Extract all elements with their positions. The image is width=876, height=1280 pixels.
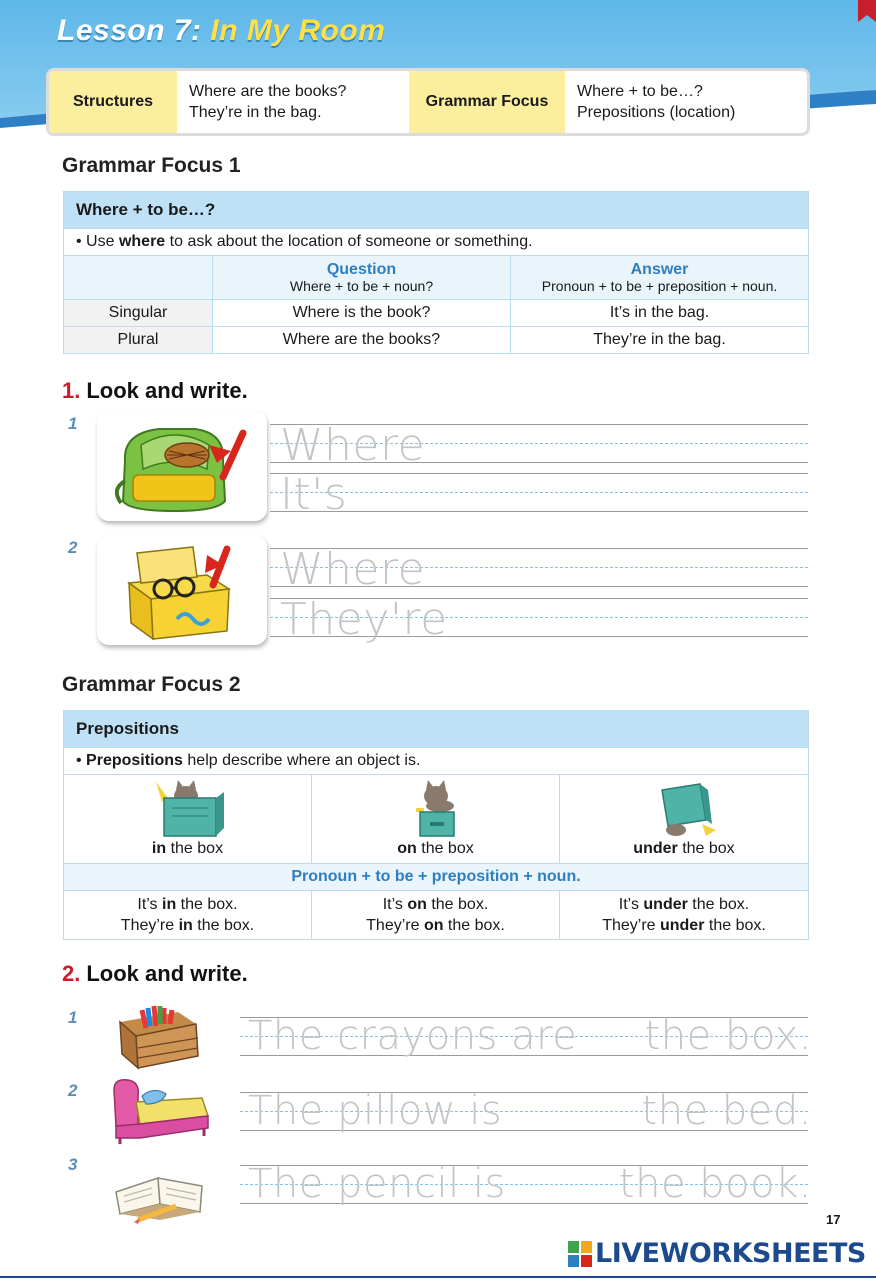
page-number: 17	[826, 1212, 841, 1227]
yellow-box-icon	[97, 535, 267, 645]
example-cell: It’s under the box. They’re under the box.	[560, 891, 809, 940]
title-topic: In My Room	[210, 14, 386, 47]
item-number: 2	[68, 1081, 78, 1100]
cat-in-box-icon	[148, 778, 228, 840]
grammar-focus-2-heading: Grammar Focus 2	[62, 673, 241, 696]
item-number: 1	[68, 414, 78, 433]
liveworksheets-logo-text: LIVEWORKSHEETS	[595, 1238, 866, 1269]
structures-line-2: They’re in the bag.	[189, 104, 322, 121]
page-title	[57, 14, 385, 48]
exercise-1-heading: 1. Look and write.	[62, 378, 248, 403]
cat-under-box-icon	[644, 778, 724, 840]
crayon-crate-icon	[112, 998, 204, 1070]
writing-line	[270, 544, 808, 595]
preposition-label: in the box	[151, 840, 224, 857]
trace-sentence-end: the box.	[644, 1013, 812, 1059]
bookmark-ribbon-icon	[858, 0, 876, 22]
bottom-rule	[0, 1276, 876, 1278]
trace-sentence-start: The pencil is	[248, 1161, 506, 1207]
table-row	[64, 300, 809, 327]
question-column-header: Question Where + to be + noun?	[213, 256, 511, 300]
trace-sentence-end: the bed.	[641, 1088, 812, 1134]
structures-line-1: Where are the books?	[189, 83, 347, 100]
exercise-2-heading: 2. Look and write.	[62, 961, 248, 986]
table-note: • Prepositions help describe where an object is.	[64, 748, 809, 775]
structures-label: Structures	[49, 71, 177, 133]
table-note: • Use where to ask about the location of someone or something.	[64, 229, 809, 256]
question-cell: Where is the book?	[213, 300, 511, 327]
trace-sentence-start: The pillow is	[248, 1088, 503, 1134]
grammar-focus-1-heading: Grammar Focus 1	[62, 154, 241, 177]
grammar-focus-1-table	[63, 191, 809, 354]
grammar-focus-line-2: Prepositions (location)	[577, 104, 736, 121]
school-bag-picture	[97, 411, 267, 521]
writing-line	[270, 469, 808, 520]
school-bag-icon	[97, 411, 267, 521]
preposition-on-cell	[312, 775, 560, 864]
answer-cell: It’s in the bag.	[511, 300, 809, 327]
row-label: Plural	[64, 327, 213, 354]
table-title: Where + to be…?	[64, 192, 809, 229]
grammar-focus-text	[565, 71, 807, 133]
table-title: Prepositions	[64, 711, 809, 748]
writing-line	[240, 1088, 812, 1134]
trace-word: Where	[280, 420, 426, 471]
item-number: 2	[68, 538, 78, 557]
writing-line	[240, 1013, 812, 1059]
empty-header-cell	[64, 256, 213, 300]
cat-on-box-icon	[396, 778, 476, 840]
liveworksheets-logo[interactable]	[568, 1238, 866, 1269]
row-label: Singular	[64, 300, 213, 327]
grammar-focus-line-1: Where + to be…?	[577, 83, 703, 100]
title-lesson: Lesson 7:	[57, 14, 211, 47]
formula-row: Pronoun + to be + preposition + noun.	[64, 864, 809, 891]
trace-word: Where	[280, 544, 426, 595]
structures-box	[46, 68, 810, 136]
structures-text	[177, 71, 409, 133]
liveworksheets-logo-icon	[568, 1241, 592, 1267]
table-row	[64, 327, 809, 354]
item-number: 3	[68, 1155, 78, 1174]
answer-column-header: Answer Pronoun + to be + preposition + noun.	[511, 256, 809, 300]
bed-icon	[110, 1076, 212, 1146]
example-cell: It’s in the box. They’re in the box.	[64, 891, 312, 940]
preposition-label: on the box	[397, 840, 474, 857]
trace-word: They're	[280, 594, 448, 645]
yellow-box-picture	[97, 535, 267, 645]
trace-sentence-end: the book.	[618, 1161, 812, 1207]
trace-sentence-start: The crayons are	[248, 1013, 578, 1059]
writing-line	[240, 1161, 812, 1207]
answer-cell: They’re in the bag.	[511, 327, 809, 354]
question-cell: Where are the books?	[213, 327, 511, 354]
preposition-under-cell	[560, 775, 809, 864]
preposition-in-cell	[64, 775, 312, 864]
trace-word: It's	[280, 469, 348, 520]
writing-line	[270, 420, 808, 471]
grammar-focus-2-table	[63, 710, 809, 940]
preposition-label: under the box	[633, 840, 735, 857]
example-cell: It’s on the box. They’re on the box.	[312, 891, 560, 940]
item-number: 1	[68, 1008, 78, 1027]
writing-line	[270, 594, 808, 645]
grammar-focus-label: Grammar Focus	[409, 71, 565, 133]
book-with-pencil-icon	[112, 1158, 208, 1228]
